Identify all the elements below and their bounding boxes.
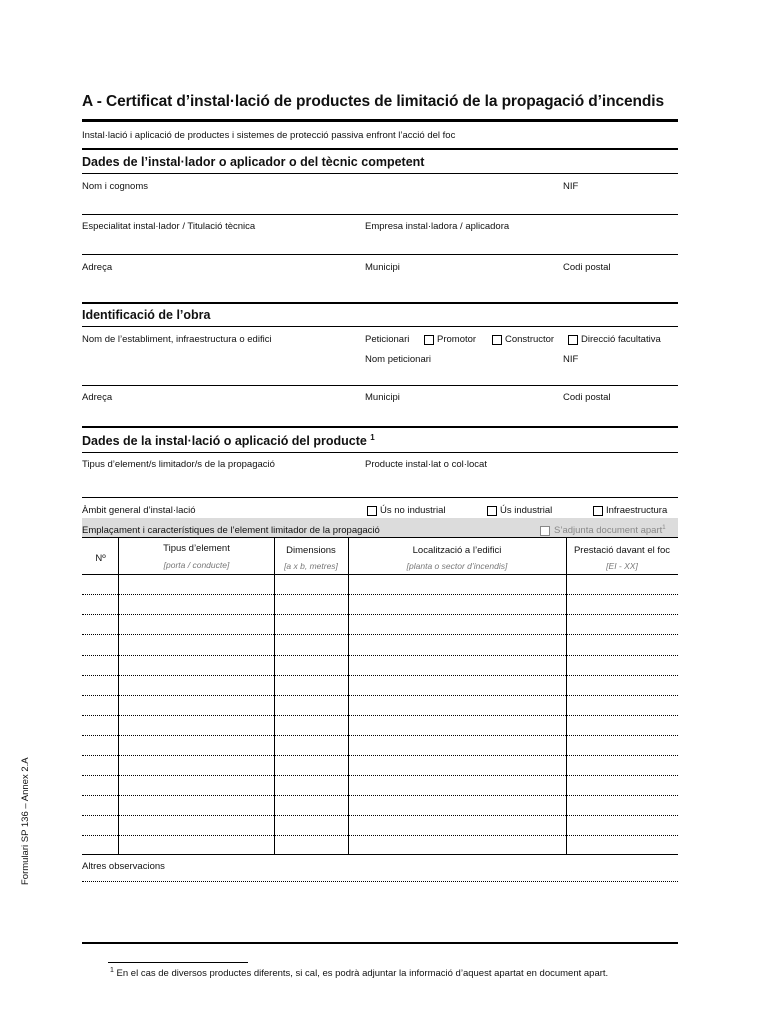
- work-address-label: Adreça: [82, 392, 113, 403]
- table-row[interactable]: [82, 614, 678, 615]
- footnote-text: En el cas de diversos productes diferents, si cal, es podrà adjuntar la informació d’aquest apartat en document apart.: [116, 968, 609, 980]
- divider: [82, 214, 678, 215]
- promotor-checkbox[interactable]: [424, 335, 434, 345]
- divider: [82, 385, 678, 386]
- divider: [82, 942, 678, 944]
- table-row[interactable]: [82, 695, 678, 696]
- col-dimensions-header: Dimensions: [286, 545, 336, 556]
- observations-field[interactable]: [82, 881, 678, 882]
- table-bottom-rule: [82, 854, 678, 855]
- work-postal-label: Codi postal: [563, 392, 611, 403]
- col-location-header: Localització a l’edifici: [412, 545, 502, 556]
- title-rule: [82, 119, 678, 122]
- column-divider: [118, 538, 119, 855]
- attach-checkbox[interactable]: [540, 526, 550, 536]
- divider: [82, 497, 678, 498]
- us-industrial-checkbox[interactable]: [487, 506, 497, 516]
- direccio-facultativa-label: Direcció facultativa: [581, 334, 661, 345]
- footnote-rule: [108, 962, 248, 963]
- us-industrial-label: Ús industrial: [500, 505, 553, 516]
- attach-label: [554, 525, 666, 536]
- divider: [82, 426, 678, 428]
- table-row[interactable]: [82, 715, 678, 716]
- side-form-label: Formulari SP 136 – Annex 2.A: [20, 757, 31, 885]
- petitioner-name-label: Nom peticionari: [365, 354, 431, 365]
- company-label: Empresa instal·ladora / aplicadora: [365, 221, 510, 232]
- location-bar-label: Emplaçament i característiques de l’element limitador de la propagació: [82, 525, 380, 536]
- table-row[interactable]: [82, 735, 678, 736]
- petitioner-label: Peticionari: [365, 334, 410, 345]
- infraestructura-label: Infraestructura: [606, 505, 668, 516]
- address-label: Adreça: [82, 262, 113, 273]
- header-divider: [82, 574, 678, 575]
- divider: [82, 326, 678, 327]
- col-number-header: Nº: [95, 553, 106, 564]
- col-type-header: Tipus d’element: [163, 543, 230, 554]
- col-performance-header: Prestació davant el foc: [573, 545, 671, 556]
- divider: [82, 254, 678, 255]
- divider: [82, 452, 678, 453]
- promotor-label: Promotor: [437, 334, 477, 345]
- column-divider: [566, 538, 567, 855]
- work-nif-label: NIF: [563, 354, 579, 365]
- column-divider: [274, 538, 275, 855]
- work-municipality-label: Municipi: [365, 392, 400, 403]
- table-row[interactable]: [82, 634, 678, 635]
- us-no-industrial-checkbox[interactable]: [367, 506, 377, 516]
- table-row[interactable]: [82, 675, 678, 676]
- col-location-hint: [planta o sector d’incendis]: [406, 561, 508, 571]
- specialty-label: Especialitat instal·lador / Titulació tècnica: [82, 221, 256, 232]
- divider: [82, 537, 678, 538]
- col-type-hint: [porta / conducte]: [163, 560, 230, 570]
- footnote: [110, 967, 608, 979]
- municipality-label: Municipi: [365, 262, 400, 273]
- name-label: Nom i cognoms: [82, 181, 148, 192]
- table-row[interactable]: [82, 795, 678, 796]
- constructor-checkbox[interactable]: [492, 335, 502, 345]
- col-dimensions-hint: [a x b, metres]: [284, 561, 338, 571]
- section-work-heading: Identificació de l’obra: [82, 308, 211, 322]
- section-installation-heading: [82, 433, 375, 448]
- nif-label: NIF: [563, 181, 579, 192]
- infraestructura-checkbox[interactable]: [593, 506, 603, 516]
- subtitle: Instal·lació i aplicació de productes i sistemes de protecció passiva enfront l’acció del foc: [82, 130, 456, 141]
- establishment-label: Nom de l’establiment, infraestructura o edifici: [82, 334, 272, 345]
- postal-label: Codi postal: [563, 262, 611, 273]
- divider: [82, 173, 678, 174]
- scope-label: Àmbit general d’instal·lació: [82, 505, 196, 516]
- page-title: A - Certificat d’instal·lació de productes de limitació de la propagació d’incendis: [82, 93, 664, 110]
- footnote-mark: 1: [370, 433, 375, 442]
- us-no-industrial-label: Ús no industrial: [380, 505, 446, 516]
- col-performance-hint: [EI - XX]: [606, 561, 638, 571]
- observations-label: Altres observacions: [82, 861, 165, 872]
- attach-mark: 1: [662, 525, 666, 531]
- divider: [82, 302, 678, 304]
- table-row[interactable]: [82, 655, 678, 656]
- product-label: Producte instal·lat o col·locat: [365, 459, 487, 470]
- table-row[interactable]: [82, 755, 678, 756]
- divider: [82, 148, 678, 150]
- table-row[interactable]: [82, 594, 678, 595]
- section-installer-heading: Dades de l’instal·lador o aplicador o del tècnic competent: [82, 155, 425, 169]
- column-divider: [348, 538, 349, 855]
- table-row[interactable]: [82, 775, 678, 776]
- attach-label-text: S’adjunta document apart: [554, 525, 663, 537]
- direccio-facultativa-checkbox[interactable]: [568, 335, 578, 345]
- table-row[interactable]: [82, 835, 678, 836]
- table-row[interactable]: [82, 815, 678, 816]
- installation-heading-text: Dades de la instal·lació o aplicació del producte: [82, 434, 367, 449]
- footnote-number: 1: [110, 967, 114, 974]
- constructor-label: Constructor: [505, 334, 555, 345]
- types-label: Tipus d’element/s limitador/s de la propagació: [82, 459, 275, 470]
